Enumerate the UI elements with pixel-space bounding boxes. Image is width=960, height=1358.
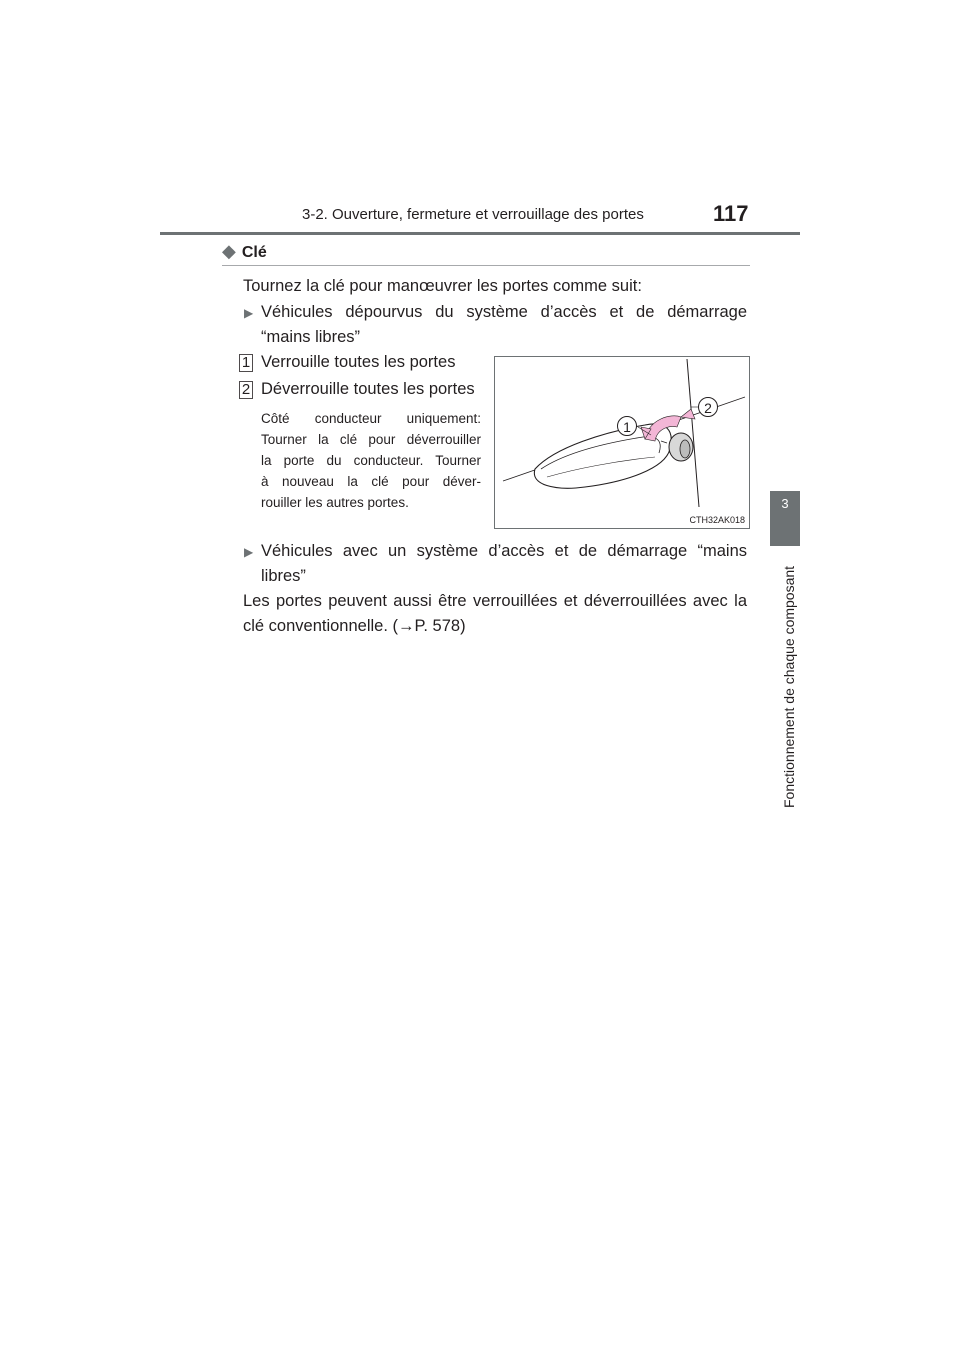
chapter-number: 3	[781, 496, 789, 511]
bullet1-line1: Véhicules dépourvus du système d’accès et de démarrage	[261, 303, 747, 321]
chapter-tab	[770, 491, 800, 546]
callout-1: 1	[617, 416, 637, 436]
section-title-text: Clé	[241, 244, 267, 261]
bullet2-line1: Véhicules avec un système d’accès et de démarrage “mains	[261, 542, 747, 560]
figure-code: CTH32AK018	[689, 515, 745, 525]
item2-label: Déverrouille toutes les portes	[261, 380, 475, 398]
item2-number: 2	[239, 381, 253, 399]
door-handle-drawing	[495, 357, 749, 528]
note-line1: Côté conducteur uniquement:	[261, 411, 481, 426]
note-line2: Tourner la clé pour déverrouiller	[261, 432, 481, 447]
door-key-illustration	[494, 356, 750, 529]
closing-line1: Les portes peuvent aussi être verrouillées et déverrouillées avec la	[243, 592, 747, 610]
bullet2-line2: libres”	[261, 567, 306, 585]
item1-number: 1	[239, 354, 253, 372]
section-heading	[222, 241, 267, 262]
chapter-title-vertical	[779, 555, 799, 815]
note-line4: à nouveau la clé pour déver-	[261, 474, 481, 489]
running-header: 3-2. Ouverture, fermeture et verrouillage des portes	[302, 206, 644, 223]
callout-2: 2	[698, 397, 718, 417]
note-line5: rouiller les autres portes.	[261, 495, 409, 510]
triangle-bullet-icon: ▶	[244, 306, 254, 320]
intro-text: Tournez la clé pour manœuvrer les portes comme suit:	[243, 277, 642, 295]
section-rule	[222, 265, 750, 266]
item1-label: Verrouille toutes les portes	[261, 353, 456, 371]
note-line3: la porte du conducteur. Tourner	[261, 453, 481, 468]
triangle-bullet-icon: ▶	[244, 545, 254, 559]
bullet1-line2: “mains libres”	[261, 328, 361, 346]
page-number: 117	[713, 201, 749, 226]
closing-line2: clé conventionnelle. (→P. 578)	[243, 617, 466, 635]
header-rule	[160, 232, 800, 235]
diamond-icon: ◆	[222, 241, 236, 261]
chapter-title: Fonctionnement de chaque composant	[781, 565, 797, 808]
